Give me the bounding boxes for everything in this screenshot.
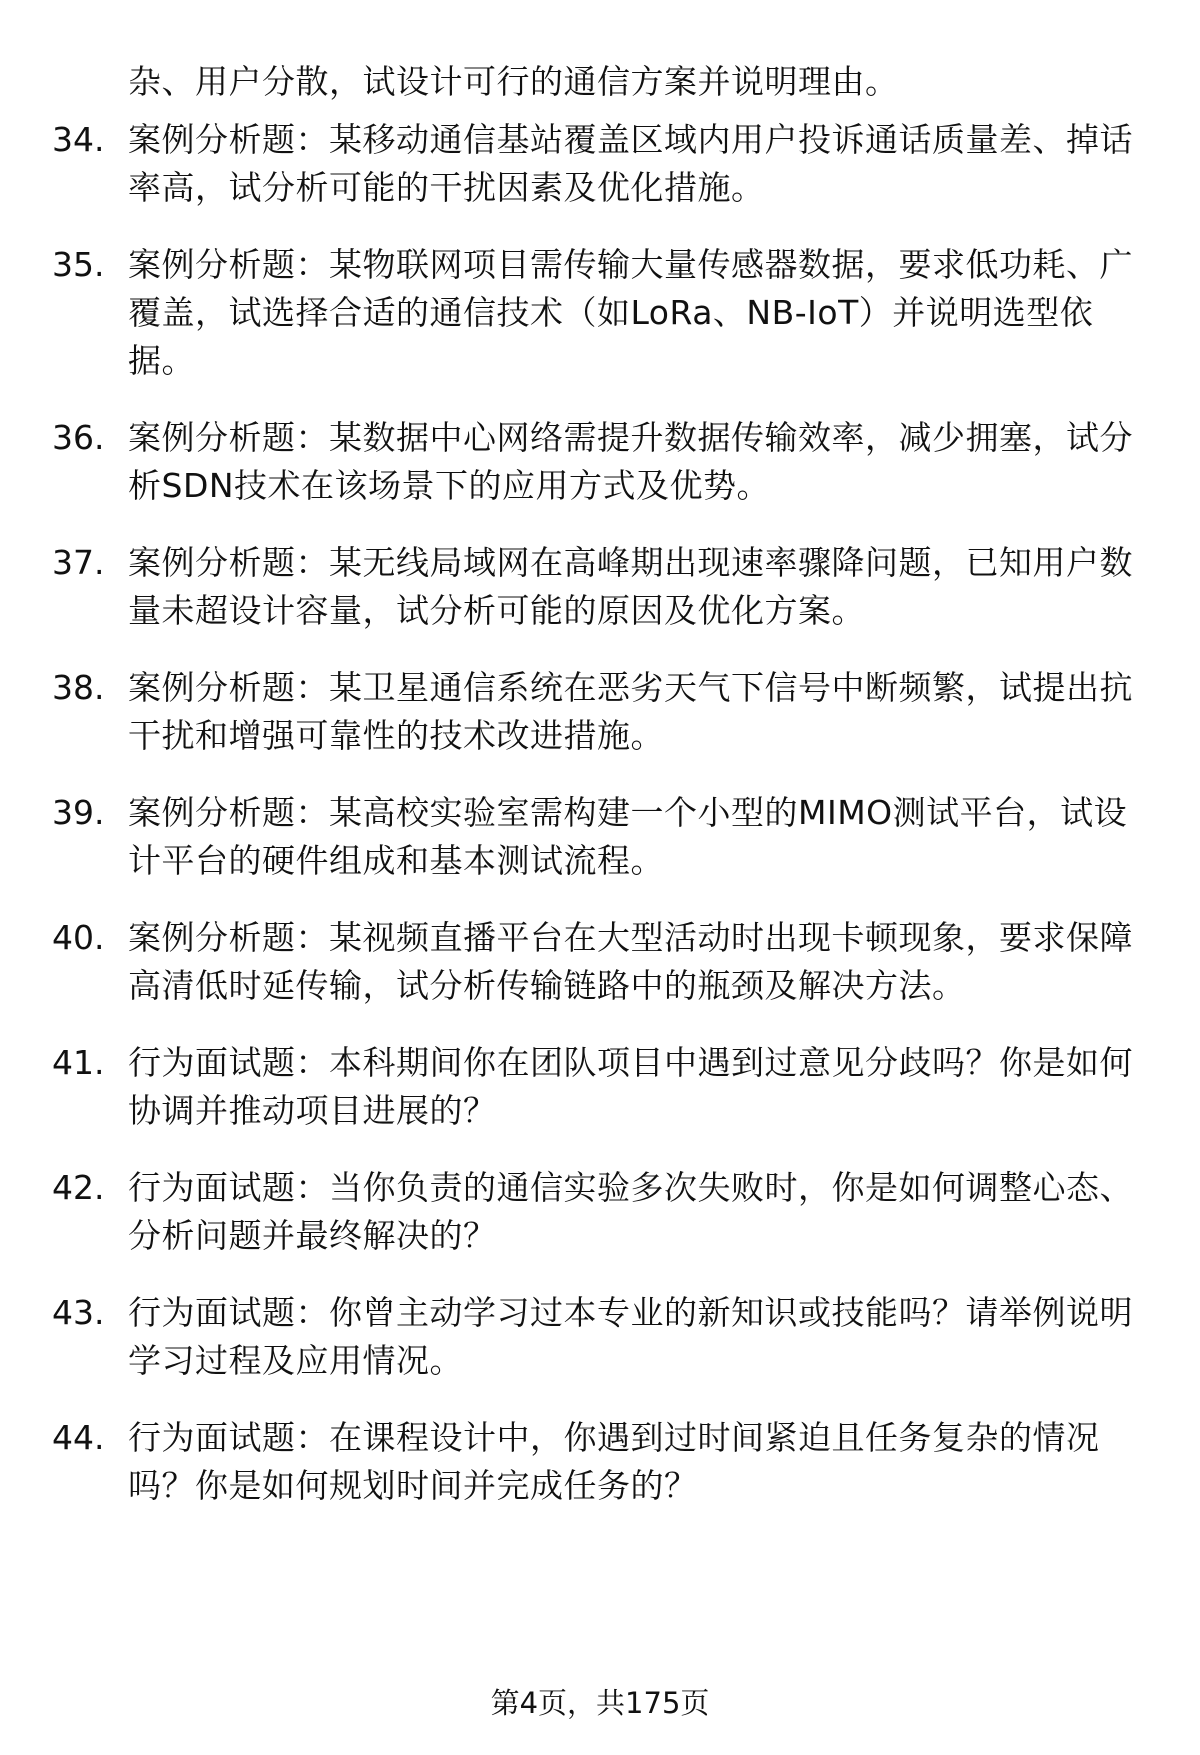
question-number: 35.	[52, 245, 105, 284]
question-number: 36.	[52, 418, 105, 457]
question-text: 案例分析题：某视频直播平台在大型活动时出现卡顿现象，要求保障高清低时延传输，试分析传输链路中的瓶颈及解决方法。	[128, 918, 1133, 1005]
question-number: 40.	[52, 918, 105, 957]
question-number: 42.	[52, 1168, 105, 1207]
question-number: 43.	[52, 1293, 105, 1332]
question-text: 行为面试题：本科期间你在团队项目中遇到过意见分歧吗？你是如何协调并推动项目进展的？	[128, 1043, 1133, 1130]
question-item	[0, 539, 1200, 635]
question-number: 39.	[52, 793, 105, 832]
question-text: 案例分析题：某物联网项目需传输大量传感器数据，要求低功耗、广覆盖，试选择合适的通信技术（如LoRa、NB-IoT）并说明选型依据。	[128, 245, 1133, 380]
question-text: 案例分析题：某数据中心网络需提升数据传输效率，减少拥塞，试分析SDN技术在该场景下的应用方式及优势。	[128, 418, 1133, 505]
question-item	[0, 116, 1200, 212]
question-text: 行为面试题：你曾主动学习过本专业的新知识或技能吗？请举例说明学习过程及应用情况。	[128, 1293, 1133, 1380]
question-text: 案例分析题：某移动通信基站覆盖区域内用户投诉通话质量差、掉话率高，试分析可能的干扰因素及优化措施。	[128, 120, 1133, 207]
page-footer: 第4页，共175页	[490, 1686, 710, 1720]
question-item	[0, 664, 1200, 760]
question-text: 行为面试题：在课程设计中，你遇到过时间紧迫且任务复杂的情况吗？你是如何规划时间并完成任务的？	[128, 1418, 1100, 1505]
continued-question-text: 杂、用户分散，试设计可行的通信方案并说明理由。	[128, 62, 899, 101]
question-text: 行为面试题：当你负责的通信实验多次失败时，你是如何调整心态、分析问题并最终解决的？	[128, 1168, 1133, 1255]
question-number: 38.	[52, 668, 105, 707]
question-text: 案例分析题：某高校实验室需构建一个小型的MIMO测试平台，试设计平台的硬件组成和基本测试流程。	[128, 793, 1128, 880]
question-number: 44.	[52, 1418, 105, 1457]
question-item	[0, 1039, 1200, 1135]
question-item	[0, 241, 1200, 385]
question-item	[0, 789, 1200, 885]
question-number: 37.	[52, 543, 105, 582]
question-list	[0, 116, 1200, 1539]
question-item	[0, 1164, 1200, 1260]
question-number: 34.	[52, 120, 105, 159]
question-item	[0, 1289, 1200, 1385]
question-number: 41.	[52, 1043, 105, 1082]
question-text: 案例分析题：某卫星通信系统在恶劣天气下信号中断频繁，试提出抗干扰和增强可靠性的技术改进措施。	[128, 668, 1133, 755]
question-item	[0, 914, 1200, 1010]
question-text: 案例分析题：某无线局域网在高峰期出现速率骤降问题，已知用户数量未超设计容量，试分析可能的原因及优化方案。	[128, 543, 1133, 630]
question-item	[0, 1414, 1200, 1510]
question-item	[0, 414, 1200, 510]
